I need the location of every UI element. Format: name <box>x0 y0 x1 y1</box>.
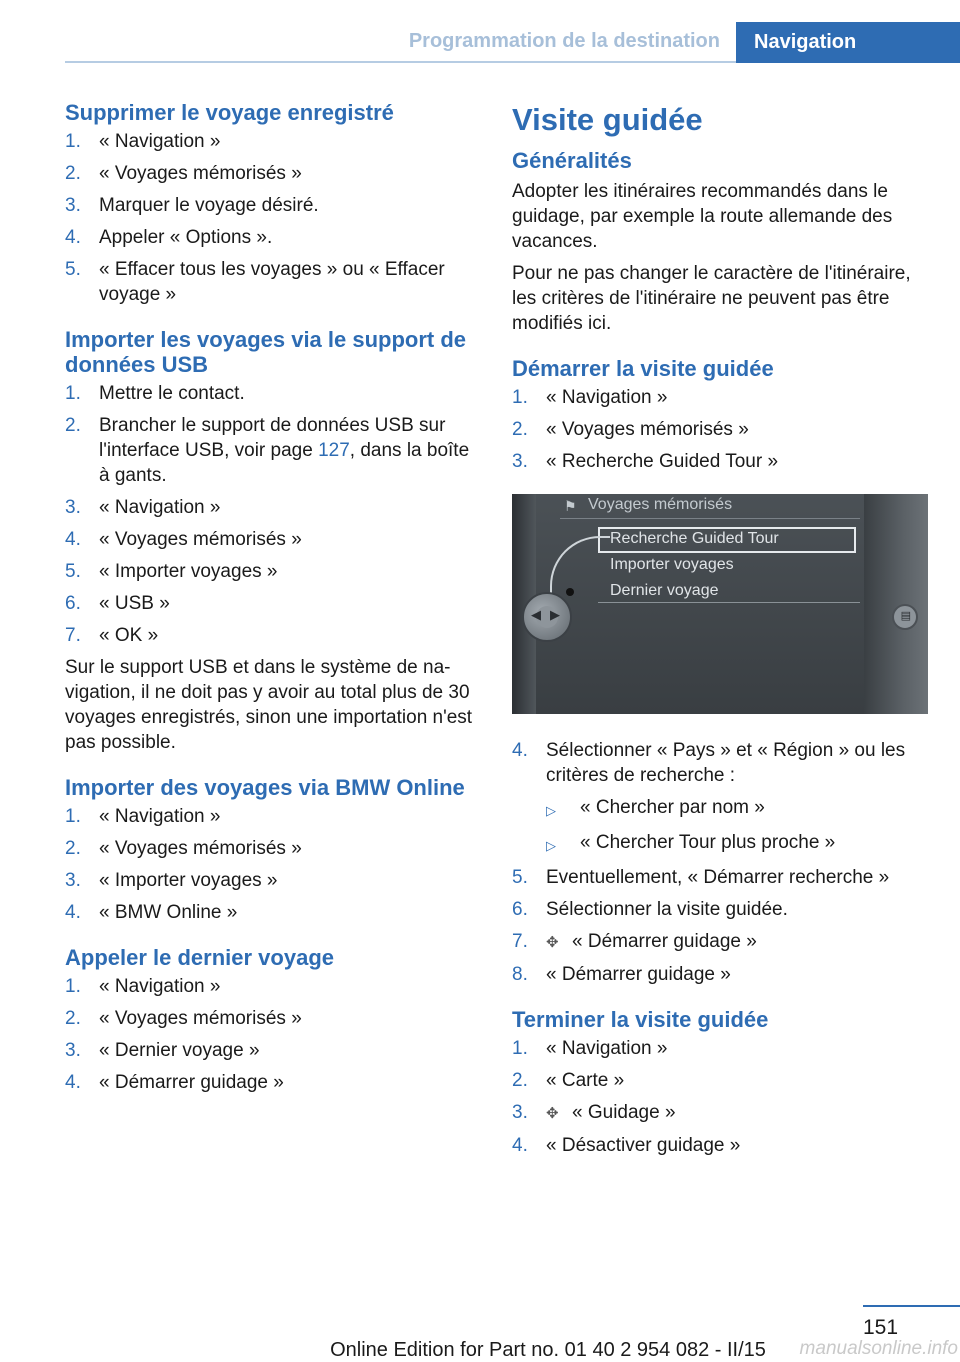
steps-delete-trip <box>65 129 477 307</box>
page-title: Visite guidée <box>512 102 703 137</box>
section-title-start-tour: Démarrer la visite guidée <box>512 356 774 381</box>
list-item: 4. « Désactiver guidage » <box>512 1135 741 1156</box>
list-item: 2. Brancher le support de données USB sur l'interface USB, voir page 127, dans la boîte à gants. <box>65 415 470 486</box>
sub-list-search-criteria <box>512 795 932 858</box>
section-title-last-trip: Appeler le dernier voyage <box>65 945 334 970</box>
guidance-icon: ✥ <box>546 934 559 951</box>
triangle-bullet-icon: ▷ <box>546 838 556 853</box>
list-item: 3. « Importer voyages » <box>65 870 278 891</box>
page-reference-link[interactable]: 127 <box>318 440 350 461</box>
list-item: 4. « BMW Online » <box>65 902 238 923</box>
steps-start-tour <box>512 385 932 474</box>
page-number: 151 <box>863 1316 899 1339</box>
list-item: 2. « Voyages mémorisés » <box>65 838 302 859</box>
list-item: 3. ✥ « Guidage » <box>512 1100 932 1126</box>
general-paragraph-1: Adopter les itinéraires recommandés dans le guidage, par exemple la route allemande des vacances. <box>512 181 893 252</box>
section-title-end-tour: Terminer la visite guidée <box>512 1007 769 1032</box>
header-rule-accent <box>736 61 960 63</box>
footer-rule <box>863 1305 960 1307</box>
header-breadcrumb: Programmation de la destination <box>408 30 720 52</box>
guidance-icon: ✥ <box>546 1105 559 1122</box>
list-item: 7. ✥ « Démarrer guidage » <box>512 929 932 955</box>
list-item: 1. « Navigation » <box>65 806 221 827</box>
list-item: 4. Sélectionner « Pays » et « Région » ou les critères de recherche : <box>512 740 906 786</box>
list-item: 4. « Voyages mémorisés » <box>65 529 302 550</box>
list-item: 1. « Navigation » <box>65 131 221 152</box>
screen-title: Voyages mémorisés <box>588 496 733 513</box>
section-title-import-usb: Importer les voyages via le support de données USB <box>65 327 467 377</box>
steps-last-trip <box>65 974 477 1095</box>
header-rule <box>65 61 736 63</box>
section-title-delete-trip: Supprimer le voyage enregistré <box>65 100 394 125</box>
idrive-screen-image <box>512 494 928 714</box>
list-item: 3. « Dernier voyage » <box>65 1040 260 1061</box>
left-column <box>65 100 477 1102</box>
list-item: 1. « Navigation » <box>512 1038 668 1059</box>
list-item: 2. « Voyages mémorisés » <box>512 419 749 440</box>
list-item: 3. Marquer le voyage désiré. <box>65 195 319 216</box>
steps-import-online <box>65 804 477 925</box>
list-item: 2. « Voyages mémorisés » <box>65 163 302 184</box>
menu-icon: ▤ <box>900 610 911 622</box>
list-item: 5. « Effacer tous les voyages » ou « Effacer voyage » <box>65 259 445 305</box>
list-item: 6. Sélectionner la visite guidée. <box>512 899 788 920</box>
list-item: ▷ « Chercher Tour plus proche » <box>546 830 932 858</box>
list-item: 4. Appeler « Options ». <box>65 227 273 248</box>
watermark: manualsonline.info <box>799 1338 958 1359</box>
general-paragraph-2: Pour ne pas changer le caractère de l'itinéraire, les critères de l'itinéraire ne peuvent pas être modifiés ici. <box>512 263 911 334</box>
list-item: 3. « Recherche Guided Tour » <box>512 451 779 472</box>
route-icon: ⚑ <box>564 498 577 514</box>
list-item: 1. Mettre le contact. <box>65 383 245 404</box>
list-item: 5. Eventuellement, « Démarrer recherche » <box>512 867 890 888</box>
footer-edition: Online Edition for Part no. 01 40 2 954 082 - II/15 <box>330 1339 766 1361</box>
list-item: 3. « Navigation » <box>65 497 221 518</box>
list-item: 4. « Démarrer guidage » <box>65 1072 284 1093</box>
steps-start-tour-continued <box>512 738 932 788</box>
list-item: 5. « Importer voyages » <box>65 561 278 582</box>
section-title-import-online: Importer des voyages via BMW Online <box>65 775 465 800</box>
list-item: 1. « Navigation » <box>512 387 668 408</box>
header-chapter-tab: Navigation <box>736 22 960 62</box>
section-title-general: Généralités <box>512 148 632 173</box>
list-item: 8. « Démarrer guidage » <box>512 964 731 985</box>
triangle-bullet-icon: ▷ <box>546 803 556 818</box>
list-item: 7. « OK » <box>65 625 159 646</box>
screen-menu-item: Dernier voyage <box>610 582 719 599</box>
steps-end-tour <box>512 1036 932 1158</box>
list-item: 2. « Carte » <box>512 1070 625 1091</box>
list-item: 2. « Voyages mémorisés » <box>65 1008 302 1029</box>
list-item: 6. « USB » <box>65 593 170 614</box>
list-item: ▷ « Chercher par nom » <box>546 795 932 823</box>
list-item: 1. « Navigation » <box>65 976 221 997</box>
usb-note: Sur le support USB et dans le système de na‐ vigation, il ne doit pas y avoir au total plus de 30 voyages enregistrés, sinon une importation n'est pas possible. <box>65 657 473 753</box>
arrows-icon: ◀▶ <box>531 607 569 622</box>
right-column <box>512 100 932 1165</box>
steps-import-usb <box>65 381 477 648</box>
screen-menu-item: Recherche Guided Tour <box>610 530 779 547</box>
screen-menu-item: Importer voyages <box>610 556 734 573</box>
